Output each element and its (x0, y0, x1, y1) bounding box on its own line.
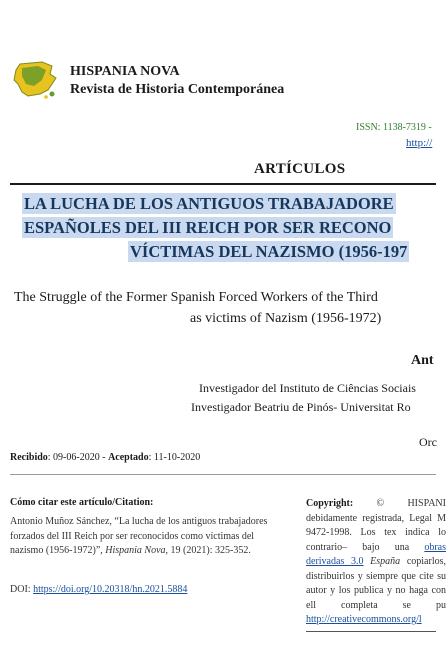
orcid-label[interactable]: Orc (419, 435, 437, 449)
copyright-bottom-rule (306, 631, 436, 632)
received-accepted-dates (10, 452, 200, 463)
article-title-line-1: LA LUCHA DE LOS ANTIGUOS TRABAJADORE (24, 194, 394, 213)
license-link[interactable]: obras derivadas 3.0 (306, 541, 446, 567)
copyright-label: Copyright: (306, 498, 354, 509)
copyright-text-1: © HISPANI debidamente registrada, Legal M 9472-1998. Los tex indica lo contrario– bajo una (306, 498, 446, 553)
journal-subtitle: Revista de Historia Contemporánea (70, 82, 285, 97)
accepted-date: : 11-10-2020 (148, 452, 201, 463)
copyright-text-2: España (363, 556, 401, 567)
affiliation-1: Investigador del Instituto de Ciências Sociais (199, 381, 416, 395)
section-heading: ARTÍCULOS (254, 161, 346, 177)
creativecommons-link[interactable]: http://creativecommons.org/l (306, 614, 422, 625)
english-title-line-2: as victims of Nazism (1956-1972) (190, 311, 382, 326)
citation-heading: Cómo citar este artículo/Citation: (10, 497, 154, 508)
received-date: : 09-06-2020 - (47, 452, 109, 463)
citation-text (10, 515, 282, 559)
doi-link[interactable]: https://doi.org/10.20318/hn.2021.5884 (33, 584, 188, 595)
journal-url-link[interactable]: http:// (406, 137, 433, 149)
citation-journal: Hispania Nova (105, 545, 166, 556)
doi-line (10, 584, 187, 595)
english-title-line-1: The Struggle of the Former Spanish Forced Workers of the Third (14, 290, 378, 305)
hispania-nova-logo (12, 60, 58, 100)
affiliation-2: Investigador Beatriu de Pinós- Universitat Ro (191, 400, 411, 414)
divider (10, 474, 436, 475)
author-name: Ant (411, 353, 434, 368)
article-title-line-3: VÍCTIMAS DEL NAZISMO (1956-197 (130, 242, 408, 261)
copyright-text-3: copiarlos, distribuirlos y siempre que cite su autor y los publica y no haga con ell completa se pu (306, 556, 446, 611)
copyright-notice (306, 497, 446, 628)
accepted-label: Aceptado (108, 452, 149, 463)
citation-text-start: Antonio Muñoz Sánchez, “La lucha de los antiguos trabajadores forzados del III Reich por ser reconocidos como víctimas del nazismo (1956-1972)”, (10, 516, 268, 556)
doi-label: DOI: (10, 584, 34, 595)
issn-text: ISSN: 1138-7319 - (356, 122, 432, 133)
article-title-line-2: ESPAÑOLES DEL III REICH POR SER RECONO (24, 218, 392, 237)
citation-text-end: , 19 (2021): 325-352. (165, 545, 251, 556)
received-label: Recibido (10, 452, 48, 463)
section-rule (10, 183, 436, 185)
journal-title: HISPANIA NOVA (70, 64, 180, 79)
